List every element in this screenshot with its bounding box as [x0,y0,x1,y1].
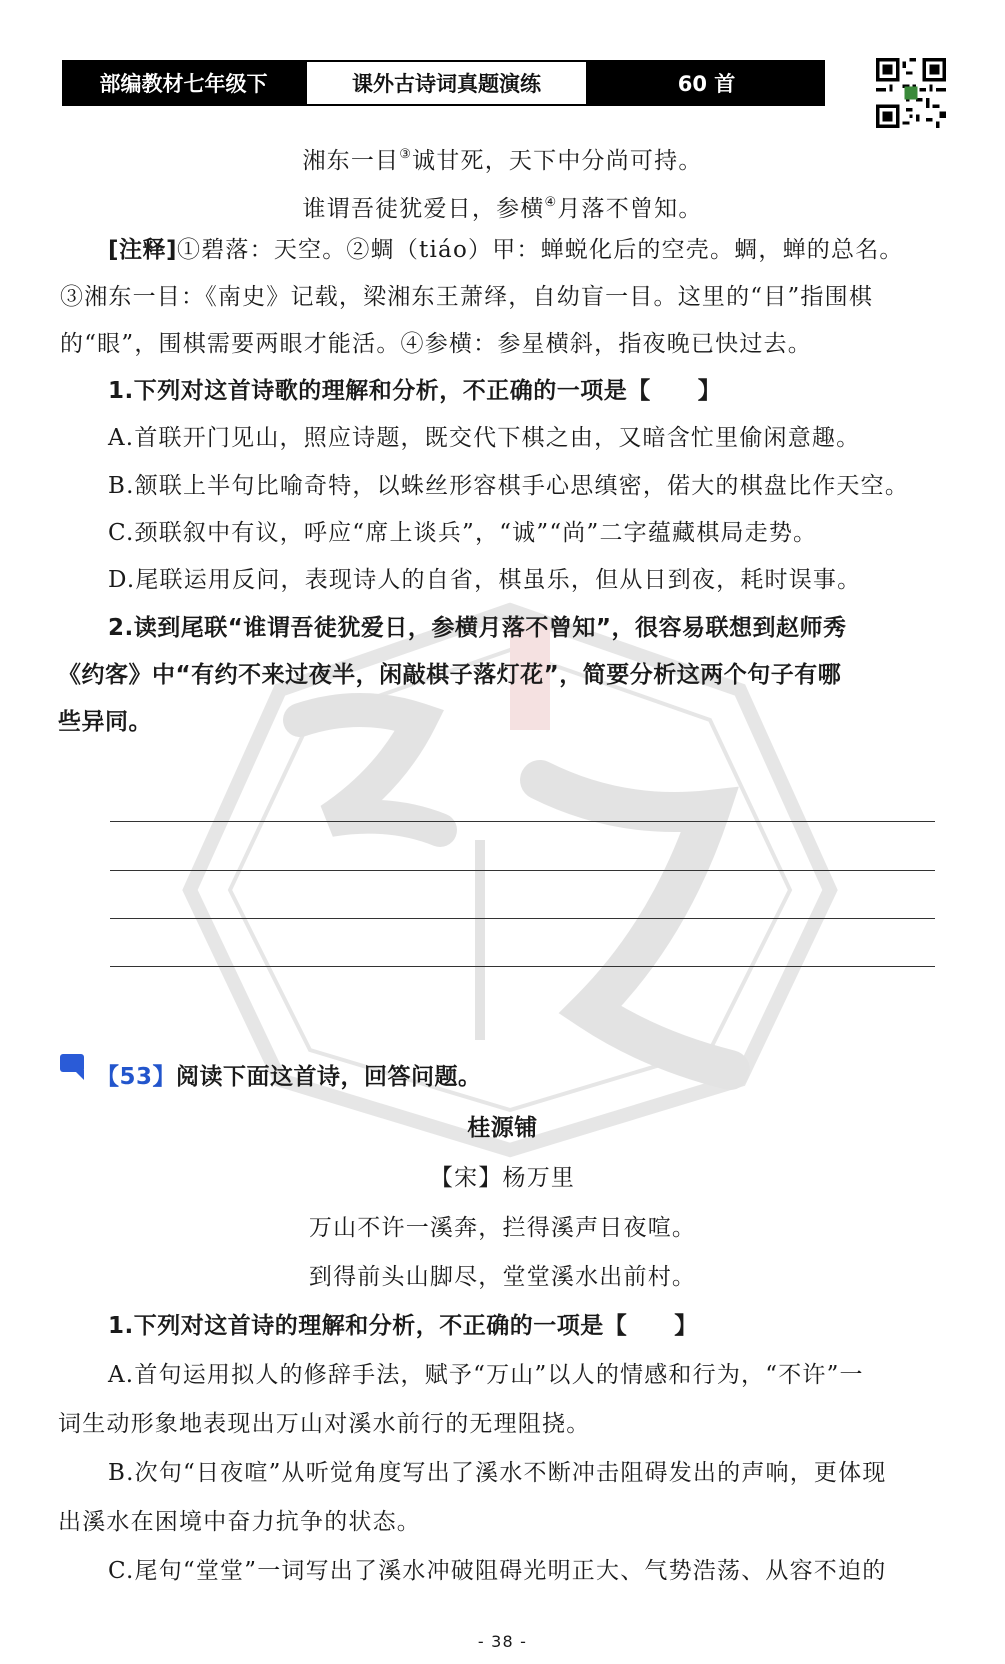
answer-line[interactable] [110,821,935,822]
option-b: B.颔联上半句比喻奇特，以蛛丝形容棋手心思缜密，偌大的棋盘比作天空。 [108,473,910,499]
poem-line: 湘东一目③诚甘死，天下中分尚可持。 [302,147,703,174]
option-d: D.尾联运用反问，表现诗人的自省，棋虽乐，但从日到夜，耗时误事。 [108,567,862,593]
question-stem: 1.下列对这首诗歌的理解和分析，不正确的一项是【 】 [108,378,722,404]
question-2-line-2: 《约客》中“有约不来过夜半，闲敲棋子落灯花”，简要分析这两个句子有哪 [58,662,842,688]
notes-line-3: 的“眼”，围棋需要两眼才能活。④参横：参星横斜，指夜晚已快过去。 [60,331,812,357]
poem-line: 到得前头山脚尽，堂堂溪水出前村。 [308,1264,697,1290]
poem-title: 桂源铺 [467,1115,538,1141]
answer-line[interactable] [110,966,935,967]
notes-line-2: ③湘东一目：《南史》记载，梁湘东王萧绎，自幼盲一目。这里的“目”指围棋 [60,284,874,310]
option-c-line-1: C.尾句“堂堂”一词写出了溪水冲破阻碍光明正大、气势浩荡、从容不迫的 [108,1558,887,1584]
header-poem-count: 60 首 [588,60,825,106]
section-53-heading: 【53】阅读下面这首诗，回答问题。 [96,1064,482,1090]
option-a: A.首联开门见山，照应诗题，既交代下棋之由，又暗含忙里偷闲意趣。 [108,425,861,451]
question-2-line-3: 些异同。 [58,709,152,735]
header-section-title: 课外古诗词真题演练 [305,60,588,106]
bookmark-icon [60,1054,88,1080]
option-b-line-1: B.次句“日夜喧”从听觉角度写出了溪水不断冲击阻碍发出的声响，更体现 [108,1460,887,1486]
option-a-line-2: 词生动形象地表现出万山对溪水前行的无理阻挠。 [58,1411,591,1437]
option-b-line-2: 出溪水在困境中奋力抗争的状态。 [58,1509,421,1535]
page-number: - 38 - [477,1632,528,1651]
answer-line[interactable] [110,918,935,919]
qr-code [876,58,946,128]
poem-line: 谁谓吾徒犹爱日，参横④月落不曾知。 [302,195,703,222]
section-number: 【53】 [96,1064,177,1090]
poem-line: 万山不许一溪奔，拦得溪声日夜喧。 [308,1215,697,1241]
notes-label: [注释] [108,237,178,263]
question-2-line-1: 2.读到尾联“谁谓吾徒犹爱日，参横月落不曾知”，很容易联想到赵师秀 [108,615,847,641]
option-a-line-1: A.首句运用拟人的修辞手法，赋予“万山”以人的情感和行为，“不许”一 [108,1362,864,1388]
question-stem: 1.下列对这首诗的理解和分析，不正确的一项是【 】 [108,1313,698,1339]
poem-author: 【宋】杨万里 [429,1165,576,1191]
header-book-title: 部编教材七年级下 [62,60,305,106]
option-c: C.颈联叙中有议，呼应“席上谈兵”，“诚”“尚”二字蕴藏棋局走势。 [108,520,818,546]
notes-line-1: [注释]①碧落：天空。②蜩（tiáo）甲：蝉蜕化后的空壳。蜩，蝉的总名。 [108,237,904,263]
answer-line[interactable] [110,870,935,871]
